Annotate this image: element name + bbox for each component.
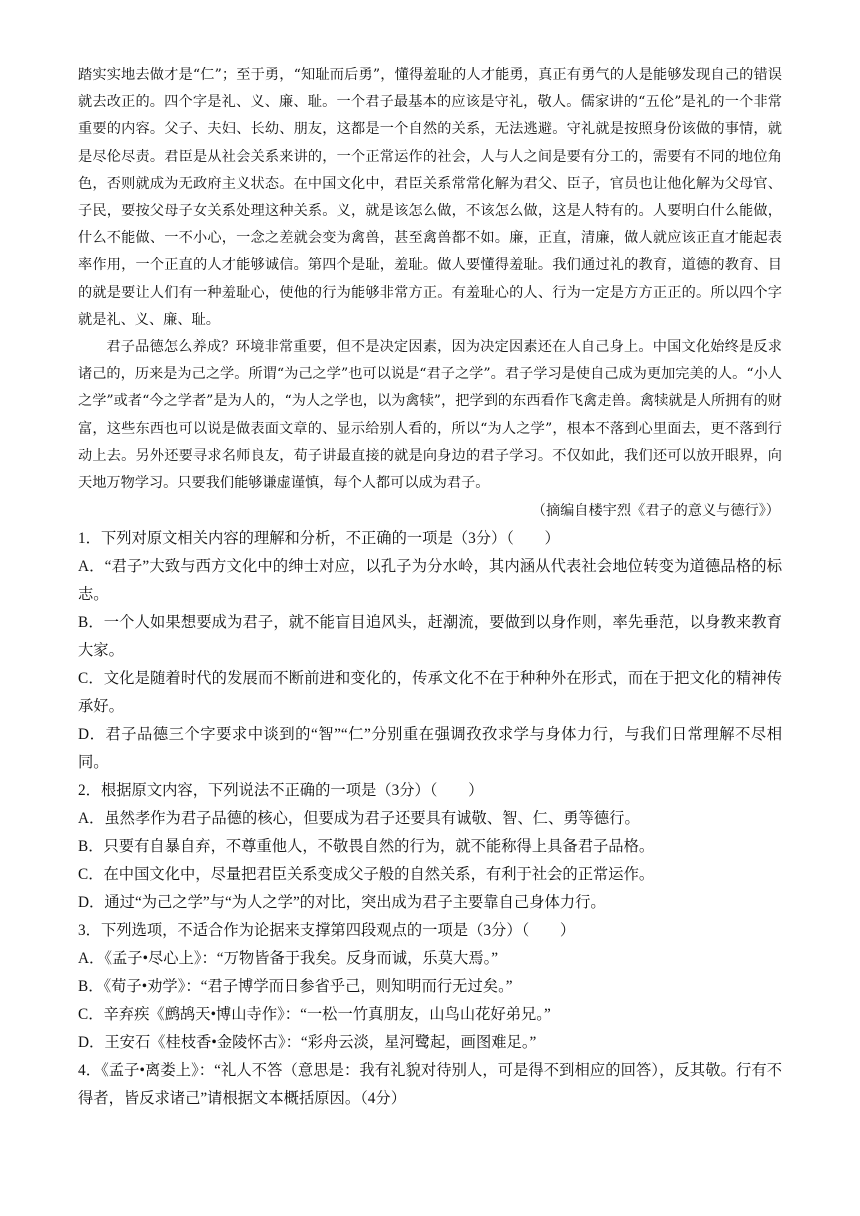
passage-paragraph-2: 君子品德怎么养成？环境非常重要，但不是决定因素，因为决定因素还在人自己身上。中国文化始终是反求诸己的，历来是为己之学。所谓“为己之学”也可以说是“君子之学”。君子学习是使自己成为更加完美的人。“小人之学”或者“今之学者”是为人的，“为人之学也，以为禽犊”，把学到的东西看作飞禽走兽。禽犊就是人所拥有的财富，这些东西也可以说是做表面文章的、显示给别人看的，所以“为人之学”，根本不落到心里面去，更不落到行动上去。另外还要寻求名师良友，荀子讲最直接的就是向身边的君子学习。不仅如此，我们还可以放开眼界，向天地万物学习。只要我们能够谦虚谨慎，每个人都可以成为君子。 — [78, 339, 782, 492]
question-stem: 4．《孟子•离娄上》：“礼人不答（意思是：我有礼貌对待别人，可是得不到相应的回答），反其敬。行有不得者，皆反求诸己”请根据文本概括原因。（4分） — [78, 1062, 782, 1108]
question-list — [78, 525, 782, 1113]
question-stem: 1．下列对原文相关内容的理解和分析，不正确的一项是（3分）（ ） — [78, 530, 560, 548]
question-3 — [78, 917, 782, 1057]
question-stem: 2．根据原文内容，下列说法不正确的一项是（3分）（ ） — [78, 782, 484, 800]
passage-source: （摘编自楼宇烈《君子的意义与德行》） — [531, 503, 780, 520]
option-b: B．一个人如果想要成为君子，就不能盲目追风头，赶潮流，要做到以身作则，率先垂范，以身教来教育大家。 — [78, 614, 782, 660]
question-stem: 3．下列选项，不适合作为论据来支撑第四段观点的一项是（3分）（ ） — [78, 922, 576, 940]
option-a: A．“君子”大致与西方文化中的绅士对应，以孔子为分水岭，其内涵从代表社会地位转变为道德品格的标志。 — [78, 558, 782, 604]
question-1 — [78, 525, 782, 777]
option-d: D．通过“为己之学”与“为人之学”的对比，突出成为君子主要靠自己身体力行。 — [78, 894, 606, 912]
reading-passage — [78, 62, 782, 525]
option-a: A．虽然孝作为君子品德的核心，但要成为君子还要具有诚敬、智、仁、勇等德行。 — [78, 810, 640, 828]
exam-page — [78, 62, 782, 1113]
question-2 — [78, 777, 782, 917]
passage-paragraph-1: 踏实实地去做才是“仁”；至于勇，“知耻而后勇”，懂得羞耻的人才能勇，真正有勇气的人是能够发现自己的错误就去改正的。四个字是礼、义、廉、耻。一个君子最基本的应该是守礼，敬人。儒家讲的“五伦”是礼的一个非常重要的内容。父子、夫妇、长幼、朋友，这都是一个自然的关系，无法逃避。守礼就是按照身份该做的事情，就是尽伦尽责。君臣是从社会关系来讲的，一个正常运作的社会，人与人之间是要有分工的，需要有不同的地位角色，否则就成为无政府主义状态。在中国文化中，君臣关系常常化解为君父、臣子，官员也让他化解为父母官、子民，要按父母子女关系处理这种关系。义，就是该怎么做，不该怎么做，这是人特有的。人要明白什么能做，什么不能做、一不小心，一念之差就会变为禽兽，甚至禽兽都不如。廉，正直，清廉，做人就应该正直才能起表率作用，一个正直的人才能够诚信。第四个是耻，羞耻。做人要懂得羞耻。我们通过礼的教育，道德的教育、目的就是要让人们有一种羞耻心，使他的行为能够非常方正。有羞耻心的人、行为一定是方方正正的。所以四个字就是礼、义、廉、耻。 — [78, 67, 782, 328]
option-d: D．王安石《桂枝香•金陵怀古》：“彩舟云淡，星河鹭起，画图难足。” — [78, 1034, 537, 1052]
option-b: B．只要有自暴自弃，不尊重他人，不敬畏自然的行为，就不能称得上具备君子品格。 — [78, 838, 655, 856]
option-a: A．《孟子•尽心上》：“万物皆备于我矣。反身而诚，乐莫大焉。” — [78, 950, 499, 968]
question-4 — [78, 1057, 782, 1113]
option-c: C．在中国文化中，尽量把君臣关系变成父子般的自然关系，有利于社会的正常运作。 — [78, 866, 655, 884]
option-c: C．辛弃疾《鹧鸪天•博山寺作》：“一松一竹真朋友，山鸟山花好弟兄。” — [78, 1006, 551, 1024]
option-b: B．《荀子•劝学》：“君子博学而日参省乎己，则知明而行无过矣。” — [78, 978, 513, 996]
option-d: D．君子品德三个字要求中谈到的“智”“仁”分别重在强调孜孜求学与身体力行，与我们日常理解不尽相同。 — [78, 726, 782, 772]
option-c: C．文化是随着时代的发展而不断前进和变化的，传承文化不在于种种外在形式，而在于把文化的精神传承好。 — [78, 670, 782, 716]
